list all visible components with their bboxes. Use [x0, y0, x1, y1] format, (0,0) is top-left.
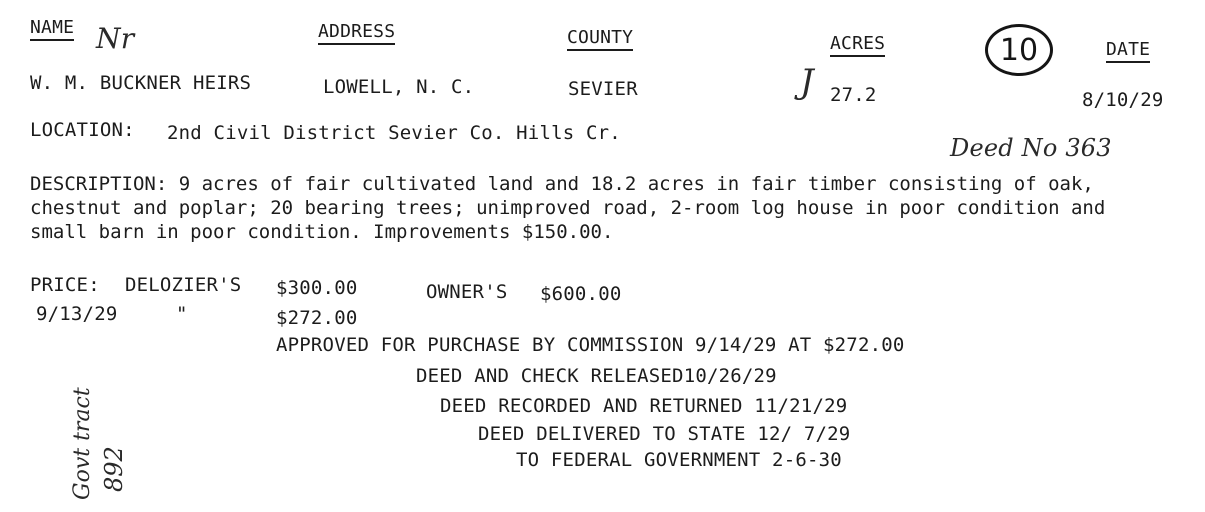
address-label: ADDRESS: [318, 21, 395, 45]
owner-price-label: OWNER'S: [426, 281, 508, 303]
deed-number-note: Deed No 363: [950, 134, 1112, 162]
history-approved: APPROVED FOR PURCHASE BY COMMISSION 9/14/29 AT $272.00: [276, 334, 905, 356]
acres-value: 27.2: [830, 84, 877, 106]
handwritten-initials: Nr: [96, 22, 135, 55]
description-text: 9 acres of fair cultivated land and 18.2 acres in fair timber consisting of oak, chestnut and poplar; 20 bearing trees; unimproved road, 2-room log house in poor condition and small barn in poor condition. Improvements $150.00.: [30, 173, 1106, 243]
second-appraisal-date: 9/13/29: [36, 303, 118, 325]
date-value: 8/10/29: [1082, 89, 1164, 111]
history-delivered: DEED DELIVERED TO STATE 12/ 7/29: [478, 423, 851, 445]
appraiser-name: DELOZIER'S: [125, 274, 242, 296]
description-label: DESCRIPTION:: [30, 173, 168, 195]
price-label: PRICE:: [30, 274, 100, 296]
appraiser-price: $300.00: [276, 277, 358, 299]
margin-note-line1: Govt tract: [70, 387, 95, 500]
location-label: LOCATION:: [30, 119, 135, 141]
name-label: NAME: [30, 17, 74, 41]
acres-label: ACRES: [830, 33, 885, 57]
history-released: DEED AND CHECK RELEASED10/26/29: [416, 365, 777, 387]
second-price: $272.00: [276, 307, 358, 329]
county-value: SEVIER: [568, 78, 638, 100]
ditto-mark: ": [176, 303, 188, 325]
owner-name: W. M. BUCKNER HEIRS: [30, 72, 252, 94]
owner-price: $600.00: [540, 283, 622, 305]
county-label: COUNTY: [567, 27, 633, 51]
owner-address: LOWELL, N. C.: [323, 76, 475, 98]
location-value: 2nd Civil District Sevier Co. Hills Cr.: [167, 122, 621, 144]
description: [30, 172, 1150, 244]
circled-number: 10: [985, 24, 1053, 76]
check-mark: J: [800, 62, 814, 102]
history-recorded: DEED RECORDED AND RETURNED 11/21/29: [440, 395, 848, 417]
history-federal: TO FEDERAL GOVERNMENT 2-6-30: [516, 449, 842, 471]
margin-note-line2: 892: [100, 446, 128, 492]
date-label: DATE: [1106, 39, 1150, 63]
